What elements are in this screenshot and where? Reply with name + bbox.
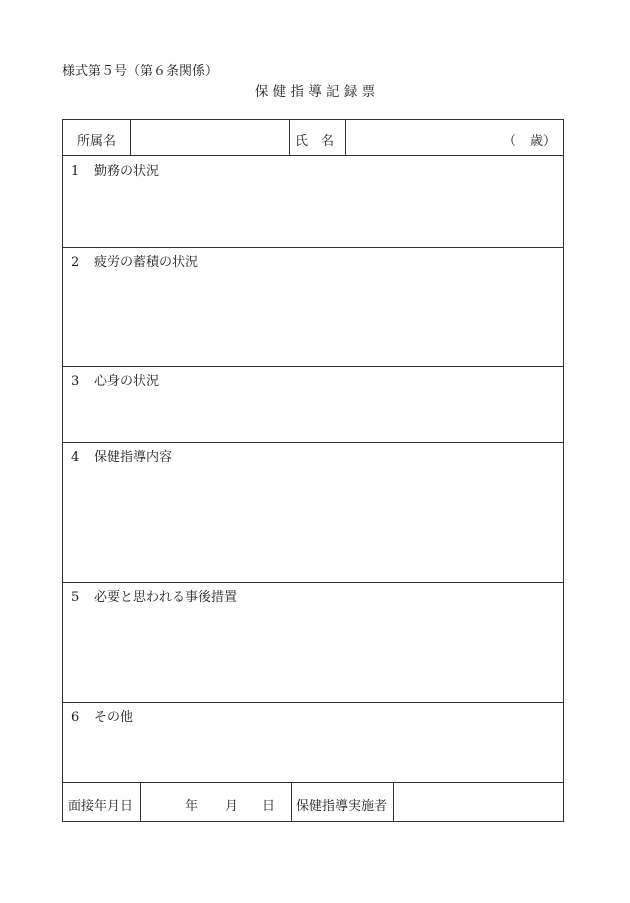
section-5-heading (71, 586, 237, 605)
section-1-heading (71, 160, 159, 179)
section-number: 1 (71, 164, 80, 179)
section-title: 保健指導内容 (94, 450, 173, 465)
divider (63, 782, 563, 783)
section-title: 必要と思われる事後措置 (94, 590, 238, 605)
divider (63, 702, 563, 703)
section-2-heading (71, 251, 198, 270)
section-title: 勤務の状況 (94, 164, 160, 179)
divider (63, 366, 563, 367)
section-title: その他 (94, 710, 134, 725)
year-label: 年 (185, 799, 199, 814)
department-label: 所属名 (77, 134, 117, 149)
form-number: 様式第５号（第６条関係） (62, 64, 219, 79)
divider (63, 582, 563, 583)
section-title: 心身の状況 (94, 374, 160, 389)
day-label: 日 (262, 799, 276, 814)
name-label: 氏 名 (295, 134, 335, 149)
month-label: 月 (225, 799, 239, 814)
section-number: 5 (71, 590, 80, 605)
section-number: 2 (71, 255, 80, 270)
divider (345, 120, 346, 155)
divider (140, 782, 141, 822)
document-title: 保 健 指 導 記 録 票 (254, 84, 376, 100)
divider (63, 442, 563, 443)
section-number: 4 (71, 450, 80, 465)
divider (63, 247, 563, 248)
age-suffix: 歳） (530, 134, 557, 149)
record-form-table (62, 119, 564, 822)
instructor-label: 保健指導実施者 (296, 799, 388, 814)
divider (63, 155, 563, 156)
divider (289, 120, 290, 155)
divider (393, 782, 394, 822)
section-number: 3 (71, 374, 80, 389)
section-6-heading (71, 706, 133, 725)
section-number: 6 (71, 710, 80, 725)
divider (130, 120, 131, 155)
interview-date-label: 面接年月日 (68, 799, 134, 814)
section-3-heading (71, 370, 159, 389)
section-title: 疲労の蓄積の状況 (94, 255, 199, 270)
section-4-heading (71, 446, 172, 465)
age-open-paren: （ (503, 134, 517, 149)
divider (291, 782, 292, 822)
